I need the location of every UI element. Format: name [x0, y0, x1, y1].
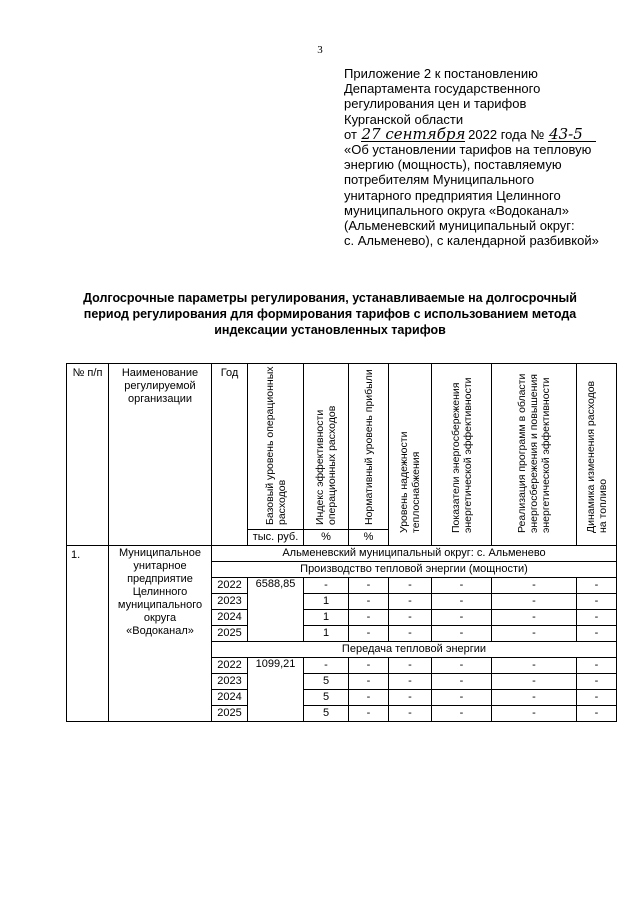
- handwritten-number: 43-5: [548, 128, 596, 142]
- appendix-line: Курганской области: [344, 111, 464, 127]
- org-name: Муниципальное унитарное предприятие Целинного муниципального округа «Водоканал»: [109, 546, 212, 722]
- location-row: [67, 546, 617, 562]
- header-base-cell: [248, 364, 304, 530]
- year-cell: 2023: [212, 674, 248, 690]
- row-number: 1.: [67, 546, 109, 722]
- programs-cell: -: [492, 594, 577, 610]
- page-number: 3: [317, 44, 323, 56]
- reliability-cell: -: [389, 658, 432, 674]
- appendix-year: 2022 года №: [468, 126, 545, 142]
- reliability-cell: -: [389, 594, 432, 610]
- index-cell: 1: [304, 610, 349, 626]
- fuel-cell: -: [577, 690, 617, 706]
- fuel-cell: -: [577, 674, 617, 690]
- header-base: Базовый уровень операционных расходов: [263, 365, 288, 525]
- appendix-date-line: [344, 124, 629, 143]
- fuel-cell: -: [577, 610, 617, 626]
- base-value: 6588,85: [248, 578, 304, 642]
- section-title: Производство тепловой энергии (мощности): [212, 562, 617, 578]
- appendix-line: энергию (мощность), поставляемую: [344, 157, 562, 173]
- header-year: Год: [212, 364, 248, 546]
- unit-index: %: [304, 530, 349, 546]
- reliability-cell: -: [389, 626, 432, 642]
- index-cell: 1: [304, 626, 349, 642]
- appendix-line: регулирования цен и тарифов: [344, 96, 527, 112]
- index-cell: 1: [304, 594, 349, 610]
- year-cell: 2024: [212, 610, 248, 626]
- header-energy-indicators: Показатели энергосбережения энергетической эффективности: [449, 377, 474, 533]
- programs-cell: -: [492, 658, 577, 674]
- appendix-line: Департамента государственного: [344, 81, 541, 97]
- profit-cell: -: [349, 626, 389, 642]
- energy-cell: -: [432, 706, 492, 722]
- profit-cell: -: [349, 610, 389, 626]
- energy-cell: -: [432, 610, 492, 626]
- title-line: индексации установленных тарифов: [214, 323, 446, 337]
- programs-cell: -: [492, 674, 577, 690]
- title-line: Долгосрочные параметры регулирования, устанавливаемые на долгосрочный: [83, 291, 577, 305]
- appendix-block: [344, 66, 629, 248]
- index-cell: 5: [304, 706, 349, 722]
- location-title: Альменевский муниципальный округ: с. Альменево: [212, 546, 617, 562]
- header-energy-cell: [432, 364, 492, 546]
- header-fuel-cell: [577, 364, 617, 546]
- index-cell: -: [304, 658, 349, 674]
- header-programs: Реализация программ в области энергосбережения и повышения энергетической эффективности: [516, 373, 552, 533]
- energy-cell: -: [432, 578, 492, 594]
- unit-profit: %: [349, 530, 389, 546]
- year-cell: 2023: [212, 594, 248, 610]
- profit-cell: -: [349, 690, 389, 706]
- reliability-cell: -: [389, 578, 432, 594]
- index-cell: -: [304, 578, 349, 594]
- index-cell: 5: [304, 674, 349, 690]
- parameters-table: [66, 363, 617, 722]
- fuel-cell: -: [577, 578, 617, 594]
- profit-cell: -: [349, 706, 389, 722]
- appendix-from: от: [344, 126, 357, 142]
- programs-cell: -: [492, 706, 577, 722]
- fuel-cell: -: [577, 706, 617, 722]
- header-programs-cell: [492, 364, 577, 546]
- header-index: Индекс эффективности операционных расходов: [314, 405, 338, 525]
- appendix-line: Приложение 2 к постановлению: [344, 66, 538, 81]
- index-cell: 5: [304, 690, 349, 706]
- appendix-line: «Об установлении тарифов на тепловую: [344, 142, 592, 158]
- year-cell: 2025: [212, 626, 248, 642]
- header-num: № п/п: [67, 364, 109, 546]
- header-profit-cell: [349, 364, 389, 530]
- reliability-cell: -: [389, 610, 432, 626]
- document-title: [40, 290, 620, 338]
- reliability-cell: -: [389, 690, 432, 706]
- header-row: [67, 364, 617, 530]
- fuel-cell: -: [577, 626, 617, 642]
- title-line: период регулирования для формирования тарифов с использованием метода: [83, 307, 577, 321]
- programs-cell: -: [492, 578, 577, 594]
- fuel-cell: -: [577, 594, 617, 610]
- energy-cell: -: [432, 626, 492, 642]
- energy-cell: -: [432, 674, 492, 690]
- programs-cell: -: [492, 690, 577, 706]
- year-cell: 2022: [212, 578, 248, 594]
- programs-cell: -: [492, 626, 577, 642]
- appendix-line: (Альменевский муниципальный округ:: [344, 218, 575, 234]
- header-fuel: Динамика изменения расходов на топливо: [584, 380, 609, 533]
- year-cell: 2025: [212, 706, 248, 722]
- programs-cell: -: [492, 610, 577, 626]
- year-cell: 2022: [212, 658, 248, 674]
- header-reliability-cell: [389, 364, 432, 546]
- appendix-line: потребителям Муниципального: [344, 172, 535, 188]
- header-reliability: Уровень надежности теплоснабжения: [398, 431, 422, 533]
- profit-cell: -: [349, 658, 389, 674]
- section-title: Передача тепловой энергии: [212, 642, 617, 658]
- year-cell: 2024: [212, 690, 248, 706]
- reliability-cell: -: [389, 674, 432, 690]
- appendix-line: с. Альменево), с календарной разбивкой»: [344, 233, 599, 249]
- energy-cell: -: [432, 658, 492, 674]
- base-value: 1099,21: [248, 658, 304, 722]
- energy-cell: -: [432, 690, 492, 706]
- profit-cell: -: [349, 578, 389, 594]
- appendix-line: унитарного предприятия Целинного: [344, 187, 561, 203]
- handwritten-date: 27 сентября: [361, 124, 466, 143]
- appendix-line: муниципального округа «Водоканал»: [344, 202, 569, 218]
- header-index-cell: [304, 364, 349, 530]
- header-profit: Нормативный уровень прибыли: [362, 368, 375, 525]
- profit-cell: -: [349, 594, 389, 610]
- reliability-cell: -: [389, 706, 432, 722]
- profit-cell: -: [349, 674, 389, 690]
- header-name: Наименование регулируемой организации: [109, 364, 212, 546]
- unit-base: тыс. руб.: [248, 530, 304, 546]
- fuel-cell: -: [577, 658, 617, 674]
- energy-cell: -: [432, 594, 492, 610]
